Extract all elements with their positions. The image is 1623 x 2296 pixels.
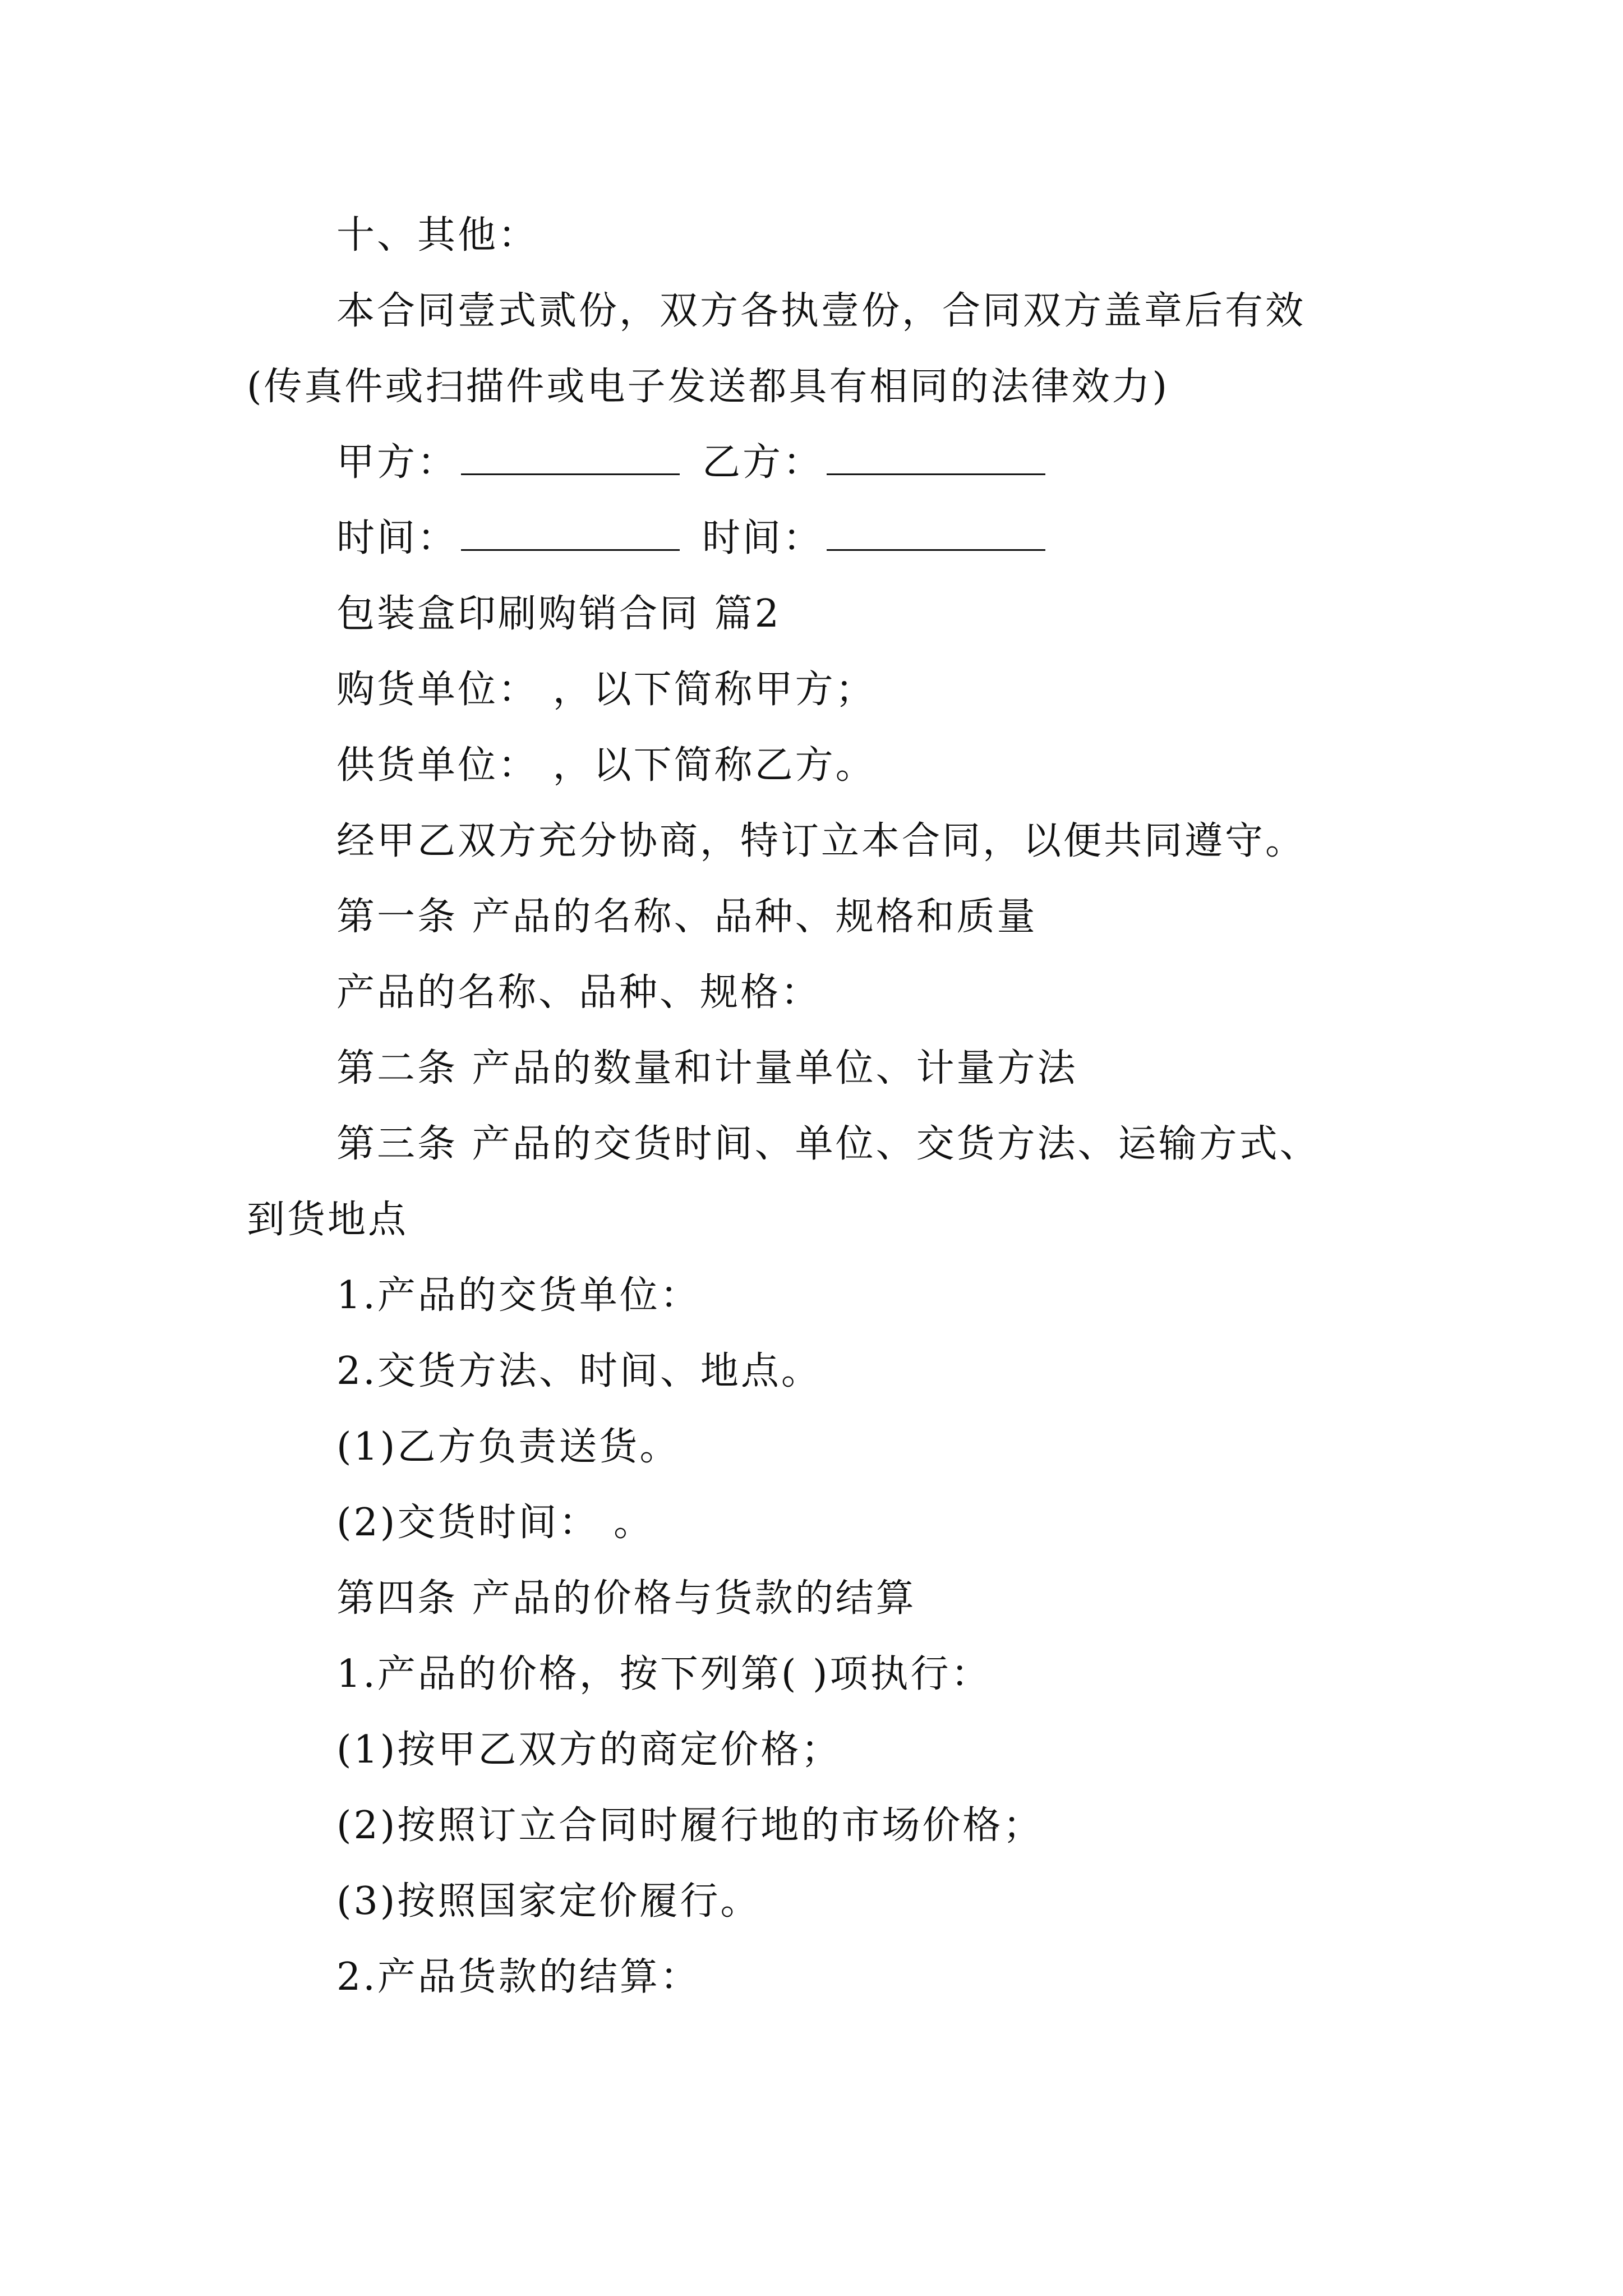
copies-clause-line2: (传真件或扫描件或电子发送都具有相同的法律效力) [247, 365, 1170, 409]
section-other-heading: 十、其他： [336, 213, 539, 257]
date-row [336, 510, 1068, 567]
article4-item1-sub1: (1)按甲乙双方的商定价格； [336, 1728, 842, 1772]
article3-item1: 1.产品的交货单位： [336, 1273, 700, 1318]
party-a-blank[interactable] [461, 440, 680, 475]
preamble: 经甲乙双方充分协商，特订立本合同，以便共同遵守。 [336, 819, 1306, 863]
article2-heading: 第二条 产品的数量和计量单位、计量方法 [336, 1046, 1078, 1091]
article4-item1: 1.产品的价格，按下列第( )项执行： [336, 1652, 992, 1696]
article4-item1-sub2: (2)按照订立合同时履行地的市场价格； [336, 1803, 1044, 1848]
time-b-label: 时间： [702, 516, 824, 560]
signature-row [336, 435, 1068, 491]
article4-item1-sub3: (3)按照国家定价履行。 [336, 1879, 761, 1924]
article1-item: 产品的名称、品种、规格： [336, 970, 822, 1015]
supplier-line: 供货单位： ，以下简称乙方。 [336, 743, 876, 788]
article3-heading-line2: 到货地点 [247, 1198, 409, 1242]
article3-item2: 2.交货方法、时间、地点。 [336, 1349, 822, 1393]
buyer-line: 购货单位： ，以下简称甲方； [336, 668, 876, 712]
time-a-blank[interactable] [461, 516, 680, 551]
article3-item2-sub2: (2)交货时间： 。 [336, 1501, 654, 1545]
article1-heading: 第一条 产品的名称、品种、规格和质量 [336, 895, 1038, 939]
party-b-blank[interactable] [827, 440, 1045, 475]
time-b-blank[interactable] [827, 516, 1045, 551]
article3-heading-line1: 第三条 产品的交货时间、单位、交货方法、运输方式、 [336, 1122, 1320, 1166]
time-a-label: 时间： [336, 516, 458, 560]
copies-clause-line1: 本合同壹式贰份，双方各执壹份，合同双方盖章后有效 [336, 289, 1306, 333]
article4-heading: 第四条 产品的价格与货款的结算 [336, 1576, 916, 1621]
party-a-label: 甲方： [336, 440, 458, 485]
party-b-label: 乙方： [702, 440, 824, 485]
article4-item2: 2.产品货款的结算： [336, 1955, 700, 1999]
contract2-title: 包装盒印刷购销合同 篇2 [336, 592, 781, 636]
article3-item2-sub1: (1)乙方负责送货。 [336, 1425, 680, 1469]
